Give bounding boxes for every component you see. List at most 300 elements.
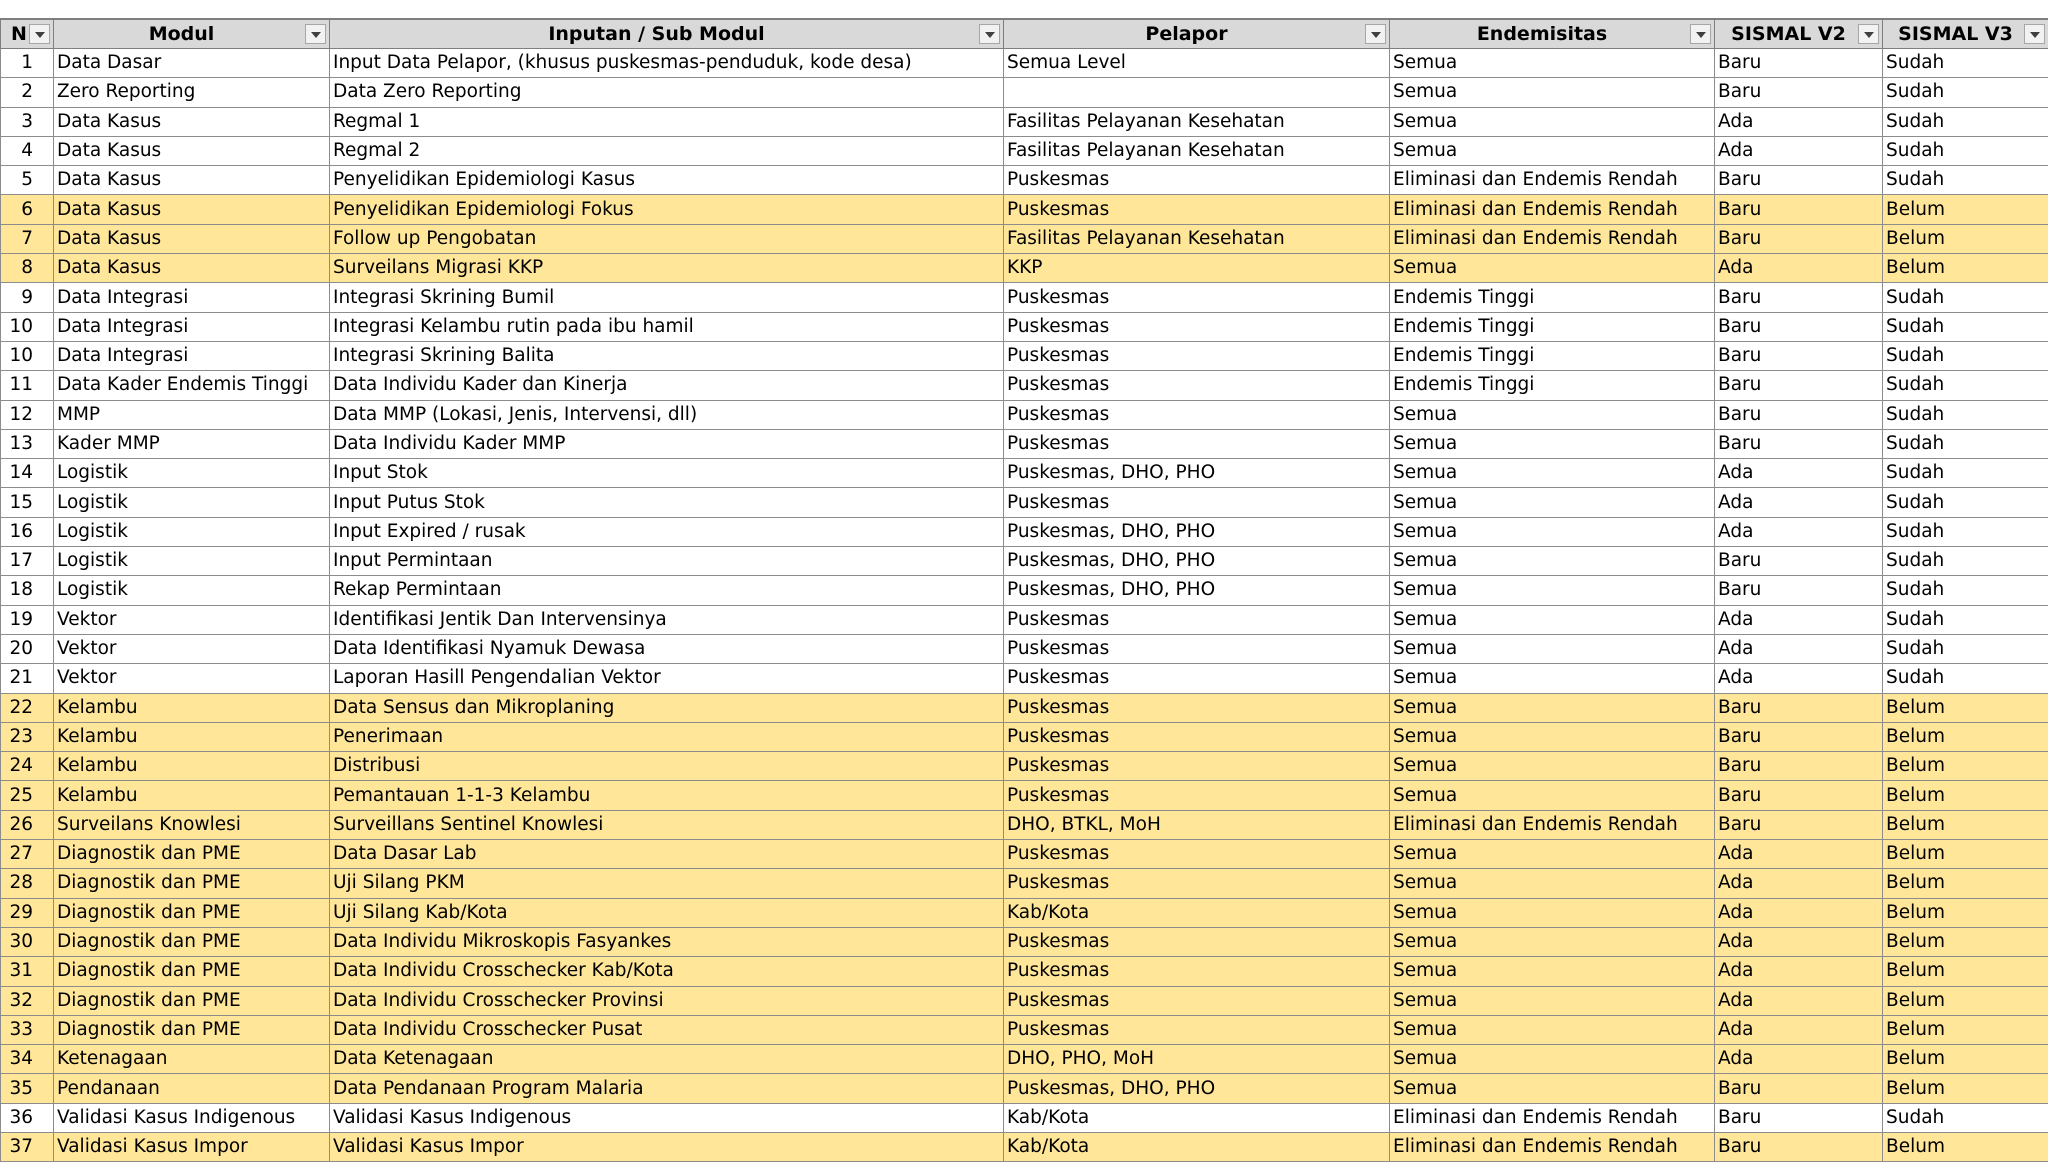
cell-sub-modul[interactable]: Integrasi Kelambu rutin pada ibu hamil [330, 312, 1004, 341]
cell-endemisitas[interactable]: Semua [1390, 1045, 1715, 1074]
cell-sismal-v3[interactable]: Sudah [1883, 576, 2048, 605]
cell-no[interactable]: 13 [1, 429, 54, 458]
cell-endemisitas[interactable]: Semua [1390, 254, 1715, 283]
table-row [1, 166, 2048, 195]
cell-sub-modul[interactable]: Data Individu Crosschecker Kab/Kota [330, 957, 1004, 986]
cell-sub-modul[interactable]: Input Permintaan [330, 547, 1004, 576]
cell-sismal-v3[interactable]: Belum [1883, 927, 2048, 956]
cell-sub-modul[interactable]: Data Individu Kader MMP [330, 429, 1004, 458]
cell-sismal-v2[interactable]: Baru [1715, 693, 1883, 722]
cell-sub-modul[interactable]: Data Dasar Lab [330, 840, 1004, 869]
cell-sub-modul[interactable]: Input Data Pelapor, (khusus puskesmas-penduduk, kode desa) [330, 49, 1004, 78]
cell-endemisitas[interactable]: Semua [1390, 986, 1715, 1015]
cell-endemisitas[interactable]: Semua [1390, 49, 1715, 78]
cell-modul[interactable]: Vektor [54, 634, 330, 663]
cell-no[interactable]: 33 [1, 1015, 54, 1044]
cell-modul[interactable]: Data Integrasi [54, 341, 330, 370]
cell-endemisitas[interactable]: Eliminasi dan Endemis Rendah [1390, 195, 1715, 224]
cell-pelapor[interactable]: Fasilitas Pelayanan Kesehatan [1004, 107, 1390, 136]
table-row [1, 254, 2048, 283]
cell-pelapor[interactable]: Puskesmas [1004, 722, 1390, 751]
cell-no[interactable]: 11 [1, 371, 54, 400]
cell-sub-modul[interactable]: Data MMP (Lokasi, Jenis, Intervensi, dll) [330, 400, 1004, 429]
cell-pelapor[interactable]: Puskesmas [1004, 605, 1390, 634]
cell-sismal-v2[interactable]: Baru [1715, 78, 1883, 107]
cell-sismal-v2[interactable]: Ada [1715, 136, 1883, 165]
cell-modul[interactable]: Diagnostik dan PME [54, 957, 330, 986]
cell-modul[interactable]: Data Kasus [54, 195, 330, 224]
cell-pelapor[interactable]: Puskesmas [1004, 429, 1390, 458]
cell-pelapor[interactable]: Puskesmas, DHO, PHO [1004, 547, 1390, 576]
cell-endemisitas[interactable]: Semua [1390, 576, 1715, 605]
cell-sub-modul[interactable]: Penyelidikan Epidemiologi Kasus [330, 166, 1004, 195]
cell-endemisitas[interactable]: Semua [1390, 517, 1715, 546]
cell-endemisitas[interactable]: Endemis Tinggi [1390, 341, 1715, 370]
header-sismal-v3 [1883, 19, 2048, 49]
cell-sismal-v3[interactable]: Belum [1883, 693, 2048, 722]
cell-no[interactable]: 15 [1, 488, 54, 517]
cell-sismal-v3[interactable]: Sudah [1883, 400, 2048, 429]
cell-sismal-v2[interactable]: Ada [1715, 986, 1883, 1015]
cell-pelapor[interactable]: Puskesmas [1004, 341, 1390, 370]
cell-sismal-v2[interactable]: Ada [1715, 898, 1883, 927]
cell-sismal-v3[interactable]: Belum [1883, 1074, 2048, 1103]
cell-modul[interactable]: Data Kasus [54, 254, 330, 283]
cell-pelapor[interactable]: Puskesmas [1004, 634, 1390, 663]
cell-sismal-v3[interactable]: Sudah [1883, 664, 2048, 693]
cell-pelapor[interactable]: Puskesmas [1004, 400, 1390, 429]
cell-no[interactable]: 6 [1, 195, 54, 224]
cell-sismal-v3[interactable]: Belum [1883, 722, 2048, 751]
cell-sismal-v2[interactable]: Baru [1715, 341, 1883, 370]
cell-modul[interactable]: Data Kasus [54, 107, 330, 136]
cell-sismal-v3[interactable]: Belum [1883, 810, 2048, 839]
filter-dropdown-icon[interactable] [979, 24, 1000, 44]
cell-pelapor[interactable]: Puskesmas, DHO, PHO [1004, 459, 1390, 488]
cell-modul[interactable]: Logistik [54, 517, 330, 546]
table-row [1, 1132, 2048, 1161]
cell-endemisitas[interactable]: Semua [1390, 927, 1715, 956]
cell-modul[interactable]: Vektor [54, 605, 330, 634]
table-row [1, 107, 2048, 136]
cell-sismal-v2[interactable]: Baru [1715, 224, 1883, 253]
cell-no[interactable]: 37 [1, 1132, 54, 1161]
cell-sub-modul[interactable]: Validasi Kasus Impor [330, 1132, 1004, 1161]
cell-pelapor[interactable]: Kab/Kota [1004, 1103, 1390, 1132]
cell-sub-modul[interactable]: Data Ketenagaan [330, 1045, 1004, 1074]
cell-no[interactable]: 26 [1, 810, 54, 839]
cell-pelapor[interactable] [1004, 78, 1390, 107]
cell-sismal-v3[interactable]: Sudah [1883, 459, 2048, 488]
table-row [1, 195, 2048, 224]
cell-sub-modul[interactable]: Surveilans Migrasi KKP [330, 254, 1004, 283]
cell-no[interactable]: 14 [1, 459, 54, 488]
cell-modul[interactable]: Kelambu [54, 752, 330, 781]
filter-dropdown-icon[interactable] [2024, 24, 2045, 44]
cell-endemisitas[interactable]: Semua [1390, 634, 1715, 663]
cell-endemisitas[interactable]: Semua [1390, 459, 1715, 488]
cell-no[interactable]: 4 [1, 136, 54, 165]
cell-sismal-v2[interactable]: Ada [1715, 927, 1883, 956]
cell-modul[interactable]: Logistik [54, 488, 330, 517]
cell-pelapor[interactable]: Semua Level [1004, 49, 1390, 78]
table-row [1, 78, 2048, 107]
table-row [1, 957, 2048, 986]
header-modul [54, 19, 330, 49]
cell-modul[interactable]: Data Kasus [54, 166, 330, 195]
cell-pelapor[interactable]: KKP [1004, 254, 1390, 283]
cell-pelapor[interactable]: DHO, PHO, MoH [1004, 1045, 1390, 1074]
cell-no[interactable]: 30 [1, 927, 54, 956]
cell-endemisitas[interactable]: Semua [1390, 547, 1715, 576]
cell-sub-modul[interactable]: Data Individu Kader dan Kinerja [330, 371, 1004, 400]
cell-sismal-v2[interactable]: Baru [1715, 371, 1883, 400]
cell-sismal-v3[interactable]: Belum [1883, 224, 2048, 253]
cell-sismal-v3[interactable]: Sudah [1883, 547, 2048, 576]
cell-pelapor[interactable]: Puskesmas [1004, 312, 1390, 341]
cell-sismal-v2[interactable]: Ada [1715, 840, 1883, 869]
cell-sismal-v3[interactable]: Sudah [1883, 283, 2048, 312]
cell-no[interactable]: 7 [1, 224, 54, 253]
cell-sub-modul[interactable]: Uji Silang Kab/Kota [330, 898, 1004, 927]
cell-sismal-v3[interactable]: Sudah [1883, 371, 2048, 400]
cell-pelapor[interactable]: Puskesmas [1004, 927, 1390, 956]
cell-sismal-v3[interactable]: Sudah [1883, 605, 2048, 634]
cell-modul[interactable]: Kelambu [54, 693, 330, 722]
table-row [1, 49, 2048, 78]
cell-sismal-v3[interactable]: Sudah [1883, 634, 2048, 663]
cell-sismal-v2[interactable]: Baru [1715, 429, 1883, 458]
table-row [1, 810, 2048, 839]
cell-modul[interactable]: Diagnostik dan PME [54, 840, 330, 869]
header-row [1, 19, 2048, 49]
cell-sub-modul[interactable]: Regmal 1 [330, 107, 1004, 136]
cell-endemisitas[interactable]: Semua [1390, 752, 1715, 781]
cell-sub-modul[interactable]: Input Putus Stok [330, 488, 1004, 517]
cell-modul[interactable]: Data Integrasi [54, 283, 330, 312]
cell-endemisitas[interactable]: Semua [1390, 1074, 1715, 1103]
cell-sismal-v3[interactable]: Sudah [1883, 136, 2048, 165]
cell-endemisitas[interactable]: Eliminasi dan Endemis Rendah [1390, 1132, 1715, 1161]
cell-pelapor[interactable]: DHO, BTKL, MoH [1004, 810, 1390, 839]
cell-modul[interactable]: Surveilans Knowlesi [54, 810, 330, 839]
cell-sismal-v3[interactable]: Belum [1883, 195, 2048, 224]
cell-no[interactable]: 28 [1, 869, 54, 898]
cell-sub-modul[interactable]: Data Pendanaan Program Malaria [330, 1074, 1004, 1103]
cell-sismal-v3[interactable]: Sudah [1883, 166, 2048, 195]
cell-endemisitas[interactable]: Endemis Tinggi [1390, 283, 1715, 312]
cell-modul[interactable]: Diagnostik dan PME [54, 927, 330, 956]
cell-no[interactable]: 10 [1, 312, 54, 341]
cell-pelapor[interactable]: Puskesmas [1004, 664, 1390, 693]
cell-pelapor[interactable]: Kab/Kota [1004, 898, 1390, 927]
cell-sismal-v3[interactable]: Sudah [1883, 49, 2048, 78]
cell-pelapor[interactable]: Puskesmas [1004, 693, 1390, 722]
cell-no[interactable]: 5 [1, 166, 54, 195]
cell-sismal-v2[interactable]: Ada [1715, 869, 1883, 898]
cell-sub-modul[interactable]: Integrasi Skrining Balita [330, 341, 1004, 370]
cell-sismal-v2[interactable]: Ada [1715, 517, 1883, 546]
cell-endemisitas[interactable]: Semua [1390, 840, 1715, 869]
cell-sismal-v2[interactable]: Baru [1715, 722, 1883, 751]
cell-endemisitas[interactable]: Endemis Tinggi [1390, 312, 1715, 341]
cell-pelapor[interactable]: Puskesmas [1004, 166, 1390, 195]
cell-sismal-v2[interactable]: Baru [1715, 195, 1883, 224]
cell-no[interactable]: 32 [1, 986, 54, 1015]
cell-no[interactable]: 10 [1, 341, 54, 370]
cell-pelapor[interactable]: Puskesmas [1004, 1015, 1390, 1044]
cell-sismal-v2[interactable]: Baru [1715, 49, 1883, 78]
cell-pelapor[interactable]: Puskesmas [1004, 781, 1390, 810]
cell-endemisitas[interactable]: Semua [1390, 605, 1715, 634]
header-label: Modul [149, 23, 215, 45]
cell-modul[interactable]: Validasi Kasus Indigenous [54, 1103, 330, 1132]
cell-endemisitas[interactable]: Semua [1390, 400, 1715, 429]
cell-pelapor[interactable]: Kab/Kota [1004, 1132, 1390, 1161]
cell-sub-modul[interactable]: Validasi Kasus Indigenous [330, 1103, 1004, 1132]
cell-modul[interactable]: Logistik [54, 547, 330, 576]
cell-pelapor[interactable]: Puskesmas [1004, 488, 1390, 517]
cell-sismal-v3[interactable]: Belum [1883, 781, 2048, 810]
cell-modul[interactable]: Vektor [54, 664, 330, 693]
cell-sismal-v3[interactable]: Belum [1883, 1132, 2048, 1161]
cell-no[interactable]: 25 [1, 781, 54, 810]
cell-sismal-v2[interactable]: Ada [1715, 605, 1883, 634]
cell-sismal-v2[interactable]: Ada [1715, 459, 1883, 488]
cell-modul[interactable]: Diagnostik dan PME [54, 1015, 330, 1044]
cell-sismal-v3[interactable]: Sudah [1883, 1103, 2048, 1132]
cell-pelapor[interactable]: Puskesmas, DHO, PHO [1004, 1074, 1390, 1103]
table-row [1, 664, 2048, 693]
cell-sub-modul[interactable]: Penerimaan [330, 722, 1004, 751]
table-row [1, 371, 2048, 400]
table-row [1, 400, 2048, 429]
cell-endemisitas[interactable]: Semua [1390, 107, 1715, 136]
cell-pelapor[interactable]: Fasilitas Pelayanan Kesehatan [1004, 136, 1390, 165]
cell-modul[interactable]: Diagnostik dan PME [54, 898, 330, 927]
cell-no[interactable]: 20 [1, 634, 54, 663]
cell-endemisitas[interactable]: Semua [1390, 957, 1715, 986]
cell-sub-modul[interactable]: Data Sensus dan Mikroplaning [330, 693, 1004, 722]
table-row [1, 429, 2048, 458]
cell-sismal-v2[interactable]: Baru [1715, 400, 1883, 429]
cell-no[interactable]: 9 [1, 283, 54, 312]
filter-dropdown-icon[interactable] [1858, 24, 1879, 44]
cell-endemisitas[interactable]: Eliminasi dan Endemis Rendah [1390, 224, 1715, 253]
cell-no[interactable]: 21 [1, 664, 54, 693]
cell-no[interactable]: 22 [1, 693, 54, 722]
cell-modul[interactable]: Data Kader Endemis Tinggi [54, 371, 330, 400]
cell-sismal-v2[interactable]: Ada [1715, 107, 1883, 136]
cell-sub-modul[interactable]: Regmal 2 [330, 136, 1004, 165]
cell-sismal-v2[interactable]: Baru [1715, 1103, 1883, 1132]
cell-sismal-v2[interactable]: Ada [1715, 254, 1883, 283]
cell-modul[interactable]: Diagnostik dan PME [54, 869, 330, 898]
cell-no[interactable]: 27 [1, 840, 54, 869]
cell-no[interactable]: 19 [1, 605, 54, 634]
cell-endemisitas[interactable]: Semua [1390, 781, 1715, 810]
cell-modul[interactable]: Logistik [54, 576, 330, 605]
cell-modul[interactable]: Data Dasar [54, 49, 330, 78]
cell-sub-modul[interactable]: Data Individu Crosschecker Pusat [330, 1015, 1004, 1044]
cell-sismal-v2[interactable]: Ada [1715, 1045, 1883, 1074]
cell-sismal-v2[interactable]: Baru [1715, 810, 1883, 839]
cell-modul[interactable]: Validasi Kasus Impor [54, 1132, 330, 1161]
cell-pelapor[interactable]: Puskesmas [1004, 195, 1390, 224]
cell-pelapor[interactable]: Fasilitas Pelayanan Kesehatan [1004, 224, 1390, 253]
cell-sub-modul[interactable]: Follow up Pengobatan [330, 224, 1004, 253]
cell-endemisitas[interactable]: Eliminasi dan Endemis Rendah [1390, 810, 1715, 839]
table-row [1, 605, 2048, 634]
cell-modul[interactable]: Data Kasus [54, 224, 330, 253]
cell-modul[interactable]: Ketenagaan [54, 1045, 330, 1074]
cell-pelapor[interactable]: Puskesmas [1004, 283, 1390, 312]
cell-sub-modul[interactable]: Pemantauan 1-1-3 Kelambu [330, 781, 1004, 810]
cell-sismal-v3[interactable]: Belum [1883, 869, 2048, 898]
cell-sismal-v3[interactable]: Sudah [1883, 429, 2048, 458]
cell-sub-modul[interactable]: Laporan Hasill Pengendalian Vektor [330, 664, 1004, 693]
cell-endemisitas[interactable]: Semua [1390, 136, 1715, 165]
cell-sismal-v3[interactable]: Sudah [1883, 107, 2048, 136]
table-row [1, 312, 2048, 341]
header-no [1, 19, 54, 49]
cell-sismal-v3[interactable]: Belum [1883, 254, 2048, 283]
cell-sismal-v2[interactable]: Baru [1715, 1074, 1883, 1103]
cell-no[interactable]: 3 [1, 107, 54, 136]
cell-modul[interactable]: MMP [54, 400, 330, 429]
cell-sismal-v2[interactable]: Baru [1715, 166, 1883, 195]
cell-sismal-v2[interactable]: Baru [1715, 781, 1883, 810]
cell-sismal-v3[interactable]: Belum [1883, 986, 2048, 1015]
cell-no[interactable]: 17 [1, 547, 54, 576]
filter-dropdown-icon[interactable] [1365, 24, 1386, 44]
cell-sismal-v2[interactable]: Baru [1715, 283, 1883, 312]
table-row [1, 136, 2048, 165]
cell-no[interactable]: 31 [1, 957, 54, 986]
filter-dropdown-icon[interactable] [1690, 24, 1711, 44]
cell-sismal-v3[interactable]: Sudah [1883, 488, 2048, 517]
cell-modul[interactable]: Kelambu [54, 781, 330, 810]
cell-no[interactable]: 29 [1, 898, 54, 927]
cell-sub-modul[interactable]: Integrasi Skrining Bumil [330, 283, 1004, 312]
cell-sismal-v2[interactable]: Ada [1715, 488, 1883, 517]
cell-sub-modul[interactable]: Input Expired / rusak [330, 517, 1004, 546]
cell-no[interactable]: 35 [1, 1074, 54, 1103]
cell-sismal-v2[interactable]: Baru [1715, 1132, 1883, 1161]
cell-sismal-v3[interactable]: Belum [1883, 840, 2048, 869]
cell-endemisitas[interactable]: Semua [1390, 1015, 1715, 1044]
cell-sub-modul[interactable]: Data Individu Crosschecker Provinsi [330, 986, 1004, 1015]
cell-no[interactable]: 36 [1, 1103, 54, 1132]
table-row [1, 927, 2048, 956]
cell-sismal-v2[interactable]: Baru [1715, 547, 1883, 576]
cell-no[interactable]: 16 [1, 517, 54, 546]
cell-sub-modul[interactable]: Data Identifikasi Nyamuk Dewasa [330, 634, 1004, 663]
cell-sismal-v2[interactable]: Ada [1715, 1015, 1883, 1044]
cell-sismal-v2[interactable]: Ada [1715, 957, 1883, 986]
cell-pelapor[interactable]: Puskesmas [1004, 986, 1390, 1015]
cell-sismal-v2[interactable]: Baru [1715, 312, 1883, 341]
table-row [1, 341, 2048, 370]
cell-no[interactable]: 2 [1, 78, 54, 107]
cell-no[interactable]: 23 [1, 722, 54, 751]
cell-no[interactable]: 34 [1, 1045, 54, 1074]
cell-modul[interactable]: Logistik [54, 459, 330, 488]
cell-endemisitas[interactable]: Semua [1390, 488, 1715, 517]
cell-pelapor[interactable]: Puskesmas, DHO, PHO [1004, 517, 1390, 546]
cell-endemisitas[interactable]: Semua [1390, 693, 1715, 722]
cell-sub-modul[interactable]: Rekap Permintaan [330, 576, 1004, 605]
module-table [0, 18, 2048, 1162]
cell-modul[interactable]: Kelambu [54, 722, 330, 751]
cell-sismal-v3[interactable]: Sudah [1883, 517, 2048, 546]
cell-modul[interactable]: Data Integrasi [54, 312, 330, 341]
cell-pelapor[interactable]: Puskesmas [1004, 840, 1390, 869]
cell-sismal-v3[interactable]: Belum [1883, 957, 2048, 986]
filter-dropdown-icon[interactable] [305, 24, 326, 44]
cell-no[interactable]: 8 [1, 254, 54, 283]
cell-no[interactable]: 24 [1, 752, 54, 781]
cell-sismal-v3[interactable]: Belum [1883, 1015, 2048, 1044]
cell-pelapor[interactable]: Puskesmas [1004, 957, 1390, 986]
cell-endemisitas[interactable]: Eliminasi dan Endemis Rendah [1390, 1103, 1715, 1132]
cell-sismal-v2[interactable]: Ada [1715, 664, 1883, 693]
cell-modul[interactable]: Data Kasus [54, 136, 330, 165]
cell-sismal-v2[interactable]: Baru [1715, 752, 1883, 781]
cell-no[interactable]: 1 [1, 49, 54, 78]
filter-dropdown-icon[interactable] [29, 24, 50, 44]
cell-sub-modul[interactable]: Distribusi [330, 752, 1004, 781]
cell-endemisitas[interactable]: Semua [1390, 429, 1715, 458]
cell-sub-modul[interactable]: Input Stok [330, 459, 1004, 488]
cell-sismal-v3[interactable]: Belum [1883, 752, 2048, 781]
cell-sismal-v3[interactable]: Sudah [1883, 312, 2048, 341]
cell-endemisitas[interactable]: Semua [1390, 78, 1715, 107]
cell-pelapor[interactable]: Puskesmas [1004, 752, 1390, 781]
table-row [1, 1103, 2048, 1132]
cell-sub-modul[interactable]: Surveillans Sentinel Knowlesi [330, 810, 1004, 839]
table-row [1, 693, 2048, 722]
header-label: SISMAL V2 [1731, 23, 1846, 45]
cell-modul[interactable]: Kader MMP [54, 429, 330, 458]
cell-pelapor[interactable]: Puskesmas, DHO, PHO [1004, 576, 1390, 605]
cell-sub-modul[interactable]: Data Zero Reporting [330, 78, 1004, 107]
cell-sub-modul[interactable]: Data Individu Mikroskopis Fasyankes [330, 927, 1004, 956]
cell-no[interactable]: 12 [1, 400, 54, 429]
cell-pelapor[interactable]: Puskesmas [1004, 869, 1390, 898]
cell-sismal-v2[interactable]: Baru [1715, 576, 1883, 605]
cell-sub-modul[interactable]: Uji Silang PKM [330, 869, 1004, 898]
cell-sub-modul[interactable]: Identifikasi Jentik Dan Intervensinya [330, 605, 1004, 634]
cell-endemisitas[interactable]: Semua [1390, 869, 1715, 898]
cell-modul[interactable]: Diagnostik dan PME [54, 986, 330, 1015]
cell-modul[interactable]: Zero Reporting [54, 78, 330, 107]
cell-modul[interactable]: Pendanaan [54, 1074, 330, 1103]
cell-endemisitas[interactable]: Endemis Tinggi [1390, 371, 1715, 400]
cell-endemisitas[interactable]: Semua [1390, 898, 1715, 927]
cell-sismal-v3[interactable]: Sudah [1883, 341, 2048, 370]
cell-pelapor[interactable]: Puskesmas [1004, 371, 1390, 400]
cell-sismal-v2[interactable]: Ada [1715, 634, 1883, 663]
cell-sismal-v3[interactable]: Belum [1883, 898, 2048, 927]
cell-endemisitas[interactable]: Semua [1390, 664, 1715, 693]
cell-endemisitas[interactable]: Eliminasi dan Endemis Rendah [1390, 166, 1715, 195]
cell-sub-modul[interactable]: Penyelidikan Epidemiologi Fokus [330, 195, 1004, 224]
cell-endemisitas[interactable]: Semua [1390, 722, 1715, 751]
cell-sismal-v3[interactable]: Sudah [1883, 78, 2048, 107]
cell-sismal-v3[interactable]: Belum [1883, 1045, 2048, 1074]
cell-no[interactable]: 18 [1, 576, 54, 605]
